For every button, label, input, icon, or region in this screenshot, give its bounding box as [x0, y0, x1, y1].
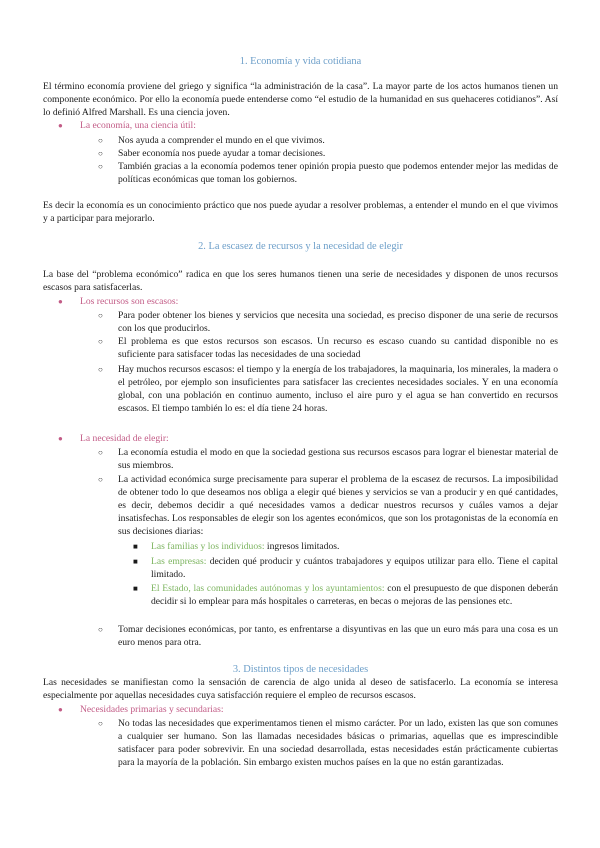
- list-item: ○ Tomar decisiones económicas, por tanto, es enfrentarse a disyuntivas en las que un euro más para una cosa es un euro menos para otra.: [98, 624, 558, 648]
- square-bullet-icon: ■: [133, 584, 138, 593]
- list-item: ○ Hay muchos recursos escasos: el tiempo y la energía de los trabajadores, la maquinaria, los minerales, la madera o el petróleo, por ejemplo son insuficientes para satisfacer las crecientes necesidades sociales. Y en una economía global, con una población en continuo aumento, incluso el aire puro y el agua se han convertido en recursos escasos. El tiempo también lo es: el día tiene 24 horas.: [98, 364, 558, 414]
- list-item: ○ La economía estudia el modo en que la sociedad gestiona sus recursos escasos para lograr el bienestar material de sus miembros.: [98, 447, 558, 471]
- section-3-intro: Las necesidades se manifiestan como la sensación de carencia de algo unida al deseo de satisfacerlo. La economía se interesa especialmente por aquellas necesidades cuya satisfacción requiere el empleo de recursos escasos.: [43, 677, 558, 701]
- circle-bullet-icon: ○: [98, 149, 103, 158]
- section-3-heading: 3. Distintos tipos de necesidades: [232, 664, 369, 675]
- agent-item-families: ■ Las familias y los individuos: ingresos limitados.: [133, 541, 340, 552]
- square-bullet-icon: ■: [133, 542, 138, 551]
- section-3-bullet-title: Necesidades primarias y secundarias:: [80, 704, 224, 715]
- section-1-intro: El término economía proviene del griego y significa “la administración de la casa”. La mayor parte de los actos humanos tienen un componente económico. Por ello la economía puede entenderse como “el estudio de la humanidad en sus quehaceres cotidianos”. Así lo definió Alfred Marshall. Es una ciencia joven.: [43, 81, 558, 118]
- section-2-bullet-2-title: La necesidad de elegir:: [80, 433, 169, 444]
- section-2-bullet-1-title: Los recursos son escasos:: [80, 296, 179, 307]
- list-item: ○ Para poder obtener los bienes y servicios que necesita una sociedad, es preciso disponer de una serie de recursos con los que producirlos.: [98, 310, 558, 334]
- circle-bullet-icon: ○: [98, 365, 103, 374]
- section-1-bullet-title: La economía, una ciencia útil:: [80, 120, 196, 131]
- circle-bullet-icon: ○: [98, 719, 103, 728]
- bullet-dot-icon: ●: [58, 297, 63, 306]
- section-1-heading: 1. Economía y vida cotidiana: [239, 56, 362, 67]
- circle-bullet-icon: ○: [98, 625, 103, 634]
- agent-item-companies: ■ Las empresas: deciden qué producir y cuántos trabajadores y equipos utilizar para ello. Tiene el capital limitado.: [133, 556, 558, 580]
- section-2-intro: La base del “problema económico” radica en que los seres humanos tienen una serie de necesidades y disponen de unos recursos escasos para satisfacerlas.: [43, 269, 558, 293]
- circle-bullet-icon: ○: [98, 136, 103, 145]
- bullet-dot-icon: ●: [58, 121, 63, 130]
- section-2-heading: 2. La escasez de recursos y la necesidad de elegir: [198, 241, 403, 252]
- circle-bullet-icon: ○: [98, 162, 103, 171]
- list-item: ○ La actividad económica surge precisamente para superar el problema de la escasez de recursos. La imposibilidad de obtener todo lo que deseamos nos obliga a elegir qué bienes y servicios se van a producir y en qué cantidades, es decir, debemos decidir a qué necesidades vamos a dedicar nuestros recursos y cuáles vamos a dejar insatisfechas. Los responsables de elegir son los agentes económicos, que son los protagonistas de la economía en sus decisiones diarias:: [98, 474, 558, 537]
- list-item: ○ También gracias a la economía podemos tener opinión propia puesto que podemos entender mejor las medidas de políticas económicas que toman los gobiernos.: [98, 161, 558, 185]
- bullet-dot-icon: ●: [58, 434, 63, 443]
- circle-bullet-icon: ○: [98, 475, 103, 484]
- list-item: ○ El problema es que estos recursos son escasos. Un recurso es escaso cuando su cantidad disponible no es suficiente para satisfacer todas las necesidades de una sociedad: [98, 336, 558, 360]
- square-bullet-icon: ■: [133, 557, 138, 566]
- agent-item-state: ■ El Estado, las comunidades autónomas y los ayuntamientos: con el presupuesto de que disponen deberán decidir si lo emplear para más hospitales o carreteras, en becas o mejoras de las pensiones etc.: [133, 583, 558, 607]
- section-1-closing: Es decir la economía es un conocimiento práctico que nos puede ayudar a resolver problemas, a entender el mundo en el que vivimos y a participar para mejorarlo.: [43, 200, 558, 224]
- list-item: ○ No todas las necesidades que experimentamos tienen el mismo carácter. Por un lado, existen las que son comunes a cualquier ser humano. Son las llamadas necesidades básicas o primarias, aquellas que es imprescindible satisfacer para poder sobrevivir. En una sociedad desarrollada, estas necesidades están prácticamente cubiertas para la mayoría de la población. Sin embargo existen muchos países en la que no están garantizadas.: [98, 718, 558, 768]
- bullet-dot-icon: ●: [58, 705, 63, 714]
- circle-bullet-icon: ○: [98, 311, 103, 320]
- circle-bullet-icon: ○: [98, 448, 103, 457]
- list-item: ○ Nos ayuda a comprender el mundo en el que vivimos.: [98, 135, 325, 146]
- list-item: ○ Saber economía nos puede ayudar a tomar decisiones.: [98, 148, 326, 159]
- circle-bullet-icon: ○: [98, 337, 103, 346]
